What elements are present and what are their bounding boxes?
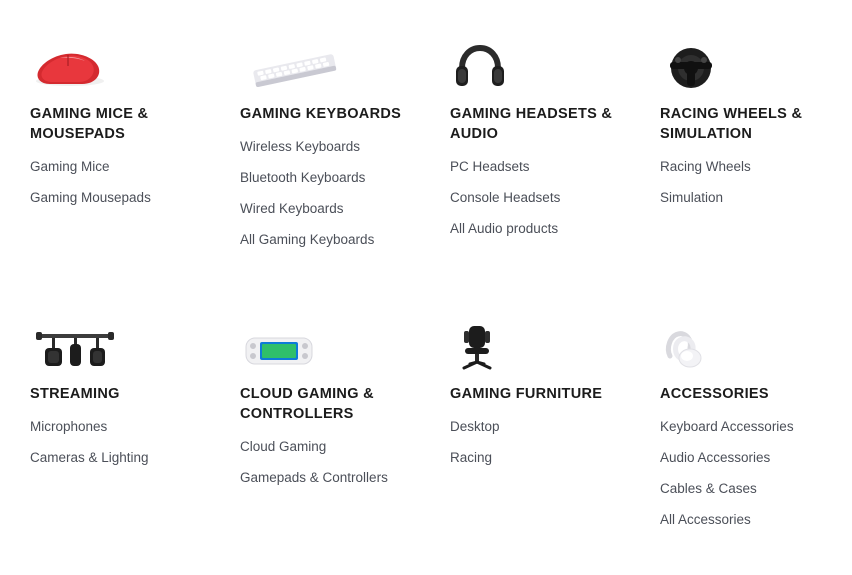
menu-link-wired-keyboards[interactable]: Wired Keyboards xyxy=(240,201,344,216)
link-list xyxy=(660,158,852,207)
gaming-mouse-icon xyxy=(30,40,226,92)
column-title: STREAMING xyxy=(30,386,120,402)
list-item xyxy=(660,189,852,207)
link-list xyxy=(30,418,226,467)
menu-link-audio-accessories[interactable]: Audio Accessories xyxy=(660,450,771,465)
list-item xyxy=(660,480,852,498)
menu-link-cloud-gaming[interactable]: Cloud Gaming xyxy=(240,439,327,454)
menu-link-desktop[interactable]: Desktop xyxy=(450,419,500,434)
list-item xyxy=(240,469,436,487)
menu-column-streaming xyxy=(30,320,240,480)
menu-link-all-audio-products[interactable]: All Audio products xyxy=(450,221,559,236)
list-item xyxy=(240,231,436,249)
menu-link-racing[interactable]: Racing xyxy=(450,450,493,465)
gaming-keyboard-icon xyxy=(240,40,436,92)
menu-link-keyboard-accessories[interactable]: Keyboard Accessories xyxy=(660,419,794,434)
menu-column-gaming-mice-mousepads xyxy=(30,40,240,220)
column-title: GAMING MICE & MOUSEPADS xyxy=(30,106,149,142)
menu-column-gaming-headsets-audio xyxy=(450,40,660,251)
list-item xyxy=(450,158,646,176)
menu-link-pc-headsets[interactable]: PC Headsets xyxy=(450,159,530,174)
column-title: ACCESSORIES xyxy=(660,386,769,402)
gaming-chair-icon xyxy=(450,320,646,372)
column-title: GAMING KEYBOARDS xyxy=(240,106,402,122)
menu-link-simulation[interactable]: Simulation xyxy=(660,190,724,205)
list-item xyxy=(450,189,646,207)
gaming-headset-icon xyxy=(450,40,646,92)
list-item xyxy=(240,169,436,187)
list-item xyxy=(660,511,852,529)
menu-link-all-accessories[interactable]: All Accessories xyxy=(660,512,751,527)
menu-link-wireless-keyboards[interactable]: Wireless Keyboards xyxy=(240,139,361,154)
menu-column-racing-wheels-simulation xyxy=(660,40,852,220)
column-title: GAMING HEADSETS & AUDIO xyxy=(450,106,613,142)
list-item xyxy=(450,449,646,467)
link-list xyxy=(660,418,852,529)
list-item xyxy=(30,158,226,176)
list-item xyxy=(240,438,436,456)
menu-link-all-gaming-keyboards[interactable]: All Gaming Keyboards xyxy=(240,232,375,247)
link-list xyxy=(450,418,646,467)
menu-column-accessories xyxy=(660,320,852,542)
list-item xyxy=(660,158,852,176)
menu-link-gaming-mice[interactable]: Gaming Mice xyxy=(30,159,110,174)
streaming-microphone-icon xyxy=(30,320,226,372)
list-item xyxy=(240,200,436,218)
list-item xyxy=(450,418,646,436)
link-list xyxy=(240,438,436,487)
link-list xyxy=(240,138,436,249)
menu-link-gamepads-controllers[interactable]: Gamepads & Controllers xyxy=(240,470,388,485)
menu-link-cameras-lighting[interactable]: Cameras & Lighting xyxy=(30,450,149,465)
menu-link-bluetooth-keyboards[interactable]: Bluetooth Keyboards xyxy=(240,170,366,185)
accessories-icon xyxy=(660,320,852,372)
menu-column-gaming-furniture xyxy=(450,320,660,480)
menu-link-cables-cases[interactable]: Cables & Cases xyxy=(660,481,757,496)
handheld-console-icon xyxy=(240,320,436,372)
column-title: CLOUD GAMING & CONTROLLERS xyxy=(240,386,374,422)
menu-link-console-headsets[interactable]: Console Headsets xyxy=(450,190,561,205)
menu-link-gaming-mousepads[interactable]: Gaming Mousepads xyxy=(30,190,151,205)
link-list xyxy=(450,158,646,238)
menu-link-racing-wheels[interactable]: Racing Wheels xyxy=(660,159,751,174)
menu-row xyxy=(30,40,822,262)
list-item xyxy=(660,418,852,436)
menu-column-cloud-gaming-controllers xyxy=(240,320,450,500)
list-item xyxy=(30,449,226,467)
menu-column-gaming-keyboards xyxy=(240,40,450,262)
menu-link-microphones[interactable]: Microphones xyxy=(30,419,108,434)
list-item xyxy=(450,220,646,238)
link-list xyxy=(30,158,226,207)
menu-row xyxy=(30,320,822,542)
list-item xyxy=(30,189,226,207)
list-item xyxy=(660,449,852,467)
column-title: GAMING FURNITURE xyxy=(450,386,603,402)
column-title: RACING WHEELS & SIMULATION xyxy=(660,106,803,142)
list-item xyxy=(30,418,226,436)
list-item xyxy=(240,138,436,156)
racing-wheel-icon xyxy=(660,40,852,92)
